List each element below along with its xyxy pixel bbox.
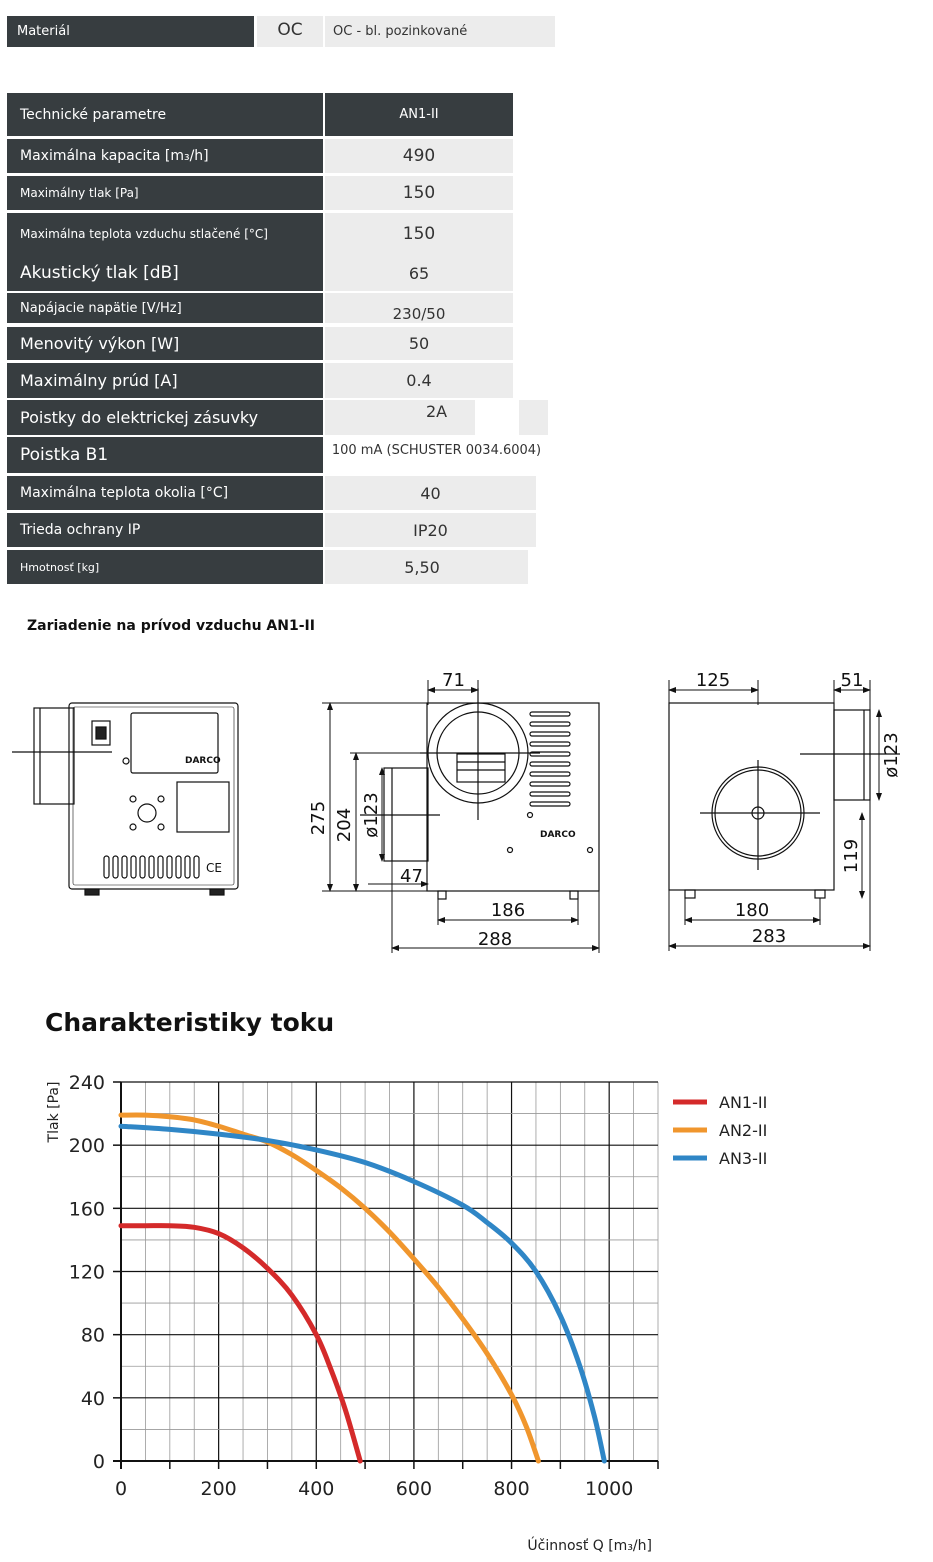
row-label: Trieda ochrany IP [7, 513, 323, 547]
tech-header-model: AN1-II [325, 93, 513, 136]
row-value: 150 [325, 176, 513, 210]
table-row [7, 255, 548, 291]
row-value: 490 [325, 139, 513, 173]
row-value: 150 [325, 213, 513, 255]
legend-label: AN1-II [719, 1093, 768, 1112]
material-code: OC [257, 16, 323, 47]
chart-series [121, 1115, 604, 1461]
front-view [12, 703, 238, 895]
ce-mark: CE [206, 861, 222, 875]
row-label: Maximálna teplota vzduchu stlačené [°C] [7, 213, 323, 255]
x-tick-label: 0 [114, 1478, 128, 1500]
y-tick-label: 160 [68, 1198, 105, 1221]
technical-drawing [0, 650, 933, 970]
chart-axes [69, 1072, 658, 1500]
dim-119: 119 [841, 838, 862, 874]
dim-47: 47 [400, 866, 423, 887]
row-label: Hmotnosť [kg] [7, 550, 323, 584]
dim-283: 283 [751, 926, 787, 947]
flow-title: Charakteristiky toku [45, 1008, 335, 1037]
table-row [7, 293, 548, 323]
y-tick-label: 0 [92, 1451, 105, 1473]
drawing-title: Zariadenie na prívod vzduchu AN1-II [27, 618, 315, 634]
chart-grid [121, 1082, 658, 1461]
dim-275: 275 [308, 800, 329, 836]
row-label: Akustický tlak [dB] [7, 255, 323, 291]
row-label: Maximálna kapacita [m₃/h] [7, 139, 323, 173]
y-tick-label: 200 [68, 1135, 105, 1158]
row-label: Menovitý výkon [W] [7, 327, 323, 360]
y-axis-label: Tlak [Pa] [46, 1081, 62, 1143]
dimension-lines [322, 680, 879, 953]
legend-label: AN2-II [719, 1121, 768, 1140]
row-label: Maximálny prúd [A] [7, 363, 323, 398]
x-tick-label: 400 [298, 1478, 335, 1500]
row-label: Maximálna teplota okolia [°C] [7, 476, 323, 510]
row-value: 100 mA (SCHUSTER 0034.6004) [325, 437, 548, 473]
legend-label: AN3-II [719, 1149, 768, 1168]
row-value: 65 [325, 255, 513, 291]
brand-label-side: DARCO [540, 830, 576, 840]
row-value: IP20 [325, 513, 536, 547]
table-row [7, 400, 548, 435]
tech-table-header [7, 93, 548, 136]
dim-186: 186 [490, 900, 526, 921]
x-axis-label: Účinnosť Q [m₃/h] [527, 1538, 652, 1554]
row-label: Maximálny tlak [Pa] [7, 176, 323, 210]
brand-label-front: DARCO [185, 756, 221, 766]
row-label: Poistky do elektrickej zásuvky [7, 400, 323, 435]
table-row [7, 476, 548, 510]
y-tick-label: 80 [80, 1324, 105, 1347]
table-row [7, 363, 548, 398]
y-tick-label: 240 [68, 1072, 105, 1094]
x-tick-label: 200 [200, 1478, 237, 1500]
material-desc: OC - bl. pozinkované [325, 16, 555, 47]
row-value: 50 [325, 327, 513, 360]
dim-diameter-123-side: ø123 [361, 792, 382, 838]
table-row [7, 327, 548, 360]
y-tick-label: 40 [80, 1387, 105, 1410]
dim-204: 204 [334, 807, 355, 843]
row-value: 40 [325, 476, 536, 510]
row-label: Poistka B1 [7, 437, 323, 473]
row-label: Napájacie napätie [V/Hz] [7, 293, 323, 323]
table-row [7, 213, 548, 255]
x-tick-label: 1000 [585, 1478, 634, 1500]
dim-288: 288 [477, 929, 513, 950]
back-view [669, 703, 900, 898]
series-line-an1-ii [121, 1226, 360, 1461]
row-value: 5,50 [325, 550, 519, 584]
material-label: Materiál [7, 16, 254, 47]
flow-chart [0, 1060, 933, 1554]
dim-180: 180 [734, 900, 770, 921]
dim-125: 125 [695, 670, 731, 691]
table-row [7, 139, 548, 173]
chart-legend [673, 1093, 767, 1168]
dim-diameter-123-back: ø123 [881, 732, 902, 778]
table-cell-filler [517, 550, 528, 584]
series-line-an2-ii [121, 1115, 538, 1461]
dim-71: 71 [442, 670, 465, 691]
row-value: 0.4 [325, 363, 513, 398]
y-tick-label: 120 [68, 1261, 105, 1284]
table-row [7, 176, 548, 210]
table-row [7, 550, 548, 584]
side-view [360, 688, 599, 899]
table-row [7, 513, 548, 547]
x-tick-label: 600 [395, 1478, 433, 1500]
table-row [7, 437, 548, 473]
dim-51: 51 [840, 670, 864, 691]
row-value: 230/50 [325, 293, 513, 323]
tech-header-label: Technické parametre [7, 93, 323, 136]
row-value: 2A [325, 400, 548, 435]
x-tick-label: 800 [493, 1478, 530, 1500]
